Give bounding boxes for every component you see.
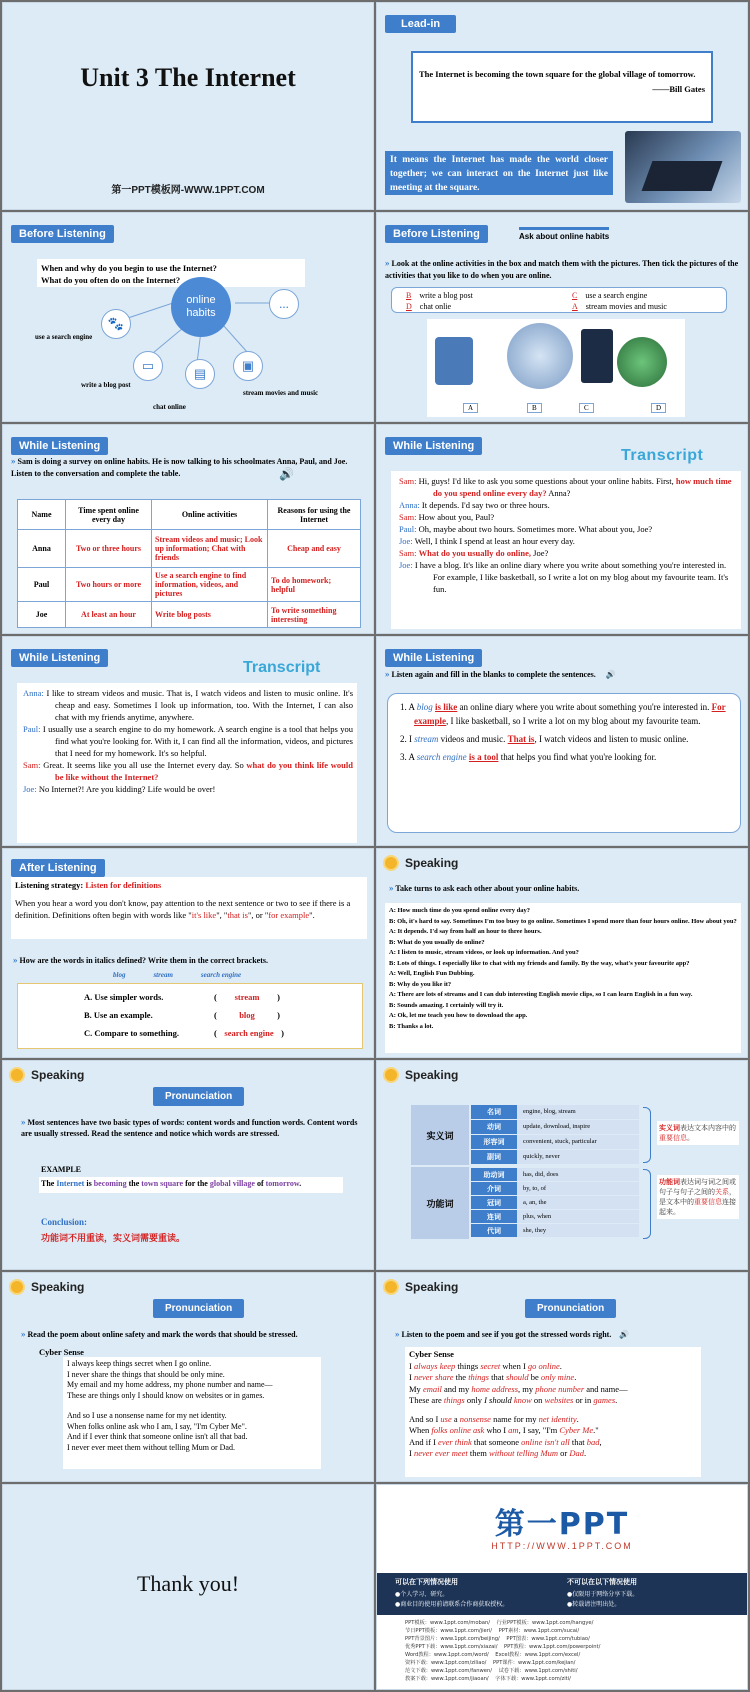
type-label: 副词 xyxy=(471,1150,517,1164)
table-cell: To do homework; helpful xyxy=(268,568,361,602)
slide-thank-you xyxy=(2,1484,374,1690)
label-stream: stream movies and music xyxy=(243,389,319,397)
section-tag: After Listening xyxy=(11,859,105,877)
speaking-header: Speaking xyxy=(383,1279,458,1295)
instruction: » Most sentences have two basic types of words: content words and function words. Content words are usually stressed. Read the sentence and notice which words are stressed. xyxy=(21,1117,358,1138)
poem-line: And so I use a nonsense name for my net identity. xyxy=(67,1411,227,1420)
instruction: » Read the poem about online safety and mark the words that should be stressed. xyxy=(21,1329,298,1339)
quote-text: The Internet is becoming the town square for the global village of tomorrow. xyxy=(419,69,696,79)
poem-line: My email and my home address, my phone number and name— xyxy=(409,1383,628,1394)
type-label: 连词 xyxy=(471,1210,517,1223)
instruction: » Sam is doing a survey on online habits. He is now talking to his schoolmates Anna, Paul, and Joe. Listen to the conversation and complete the table. xyxy=(11,456,348,478)
pictures-panel xyxy=(427,319,685,417)
survey-table xyxy=(17,499,361,628)
question-2: What do you often do on the Internet? xyxy=(41,275,181,285)
speaking-header: Speaking xyxy=(9,1067,84,1083)
pronunciation-tag: Pronunciation xyxy=(153,1299,244,1318)
speaking-header: Speaking xyxy=(9,1279,84,1295)
dialogue-line: A: Ok, let me teach you how to download the app. xyxy=(389,1012,528,1019)
picture-b: B xyxy=(527,403,542,413)
blanks-box: 1. A blog is like an online diary where you write about something you're interested in. For example, I like basketball, so I write a lot on my blog about my favourite team. 2. I stream videos and music. That is, I watch videos and listen to music online. 3. A search engine is a tool that helps you find what you're looking for. xyxy=(387,693,741,833)
dialogue-line: B: What do you usually do online? xyxy=(389,938,485,946)
poem-line: And if I ever think that someone online isn't all that bad. xyxy=(67,1432,248,1441)
section-tag: While Listening xyxy=(11,649,108,667)
dialogue-line: A: There are lots of streams and I can dub interesting English movie clips, so I can learn English in a fun way. xyxy=(389,991,693,998)
section-tag: Before Listening xyxy=(11,225,114,243)
section-tag: Before Listening xyxy=(385,225,488,243)
poem-line: I never share the things that should be only mine. xyxy=(409,1372,577,1382)
function-words-label: 功能词 xyxy=(411,1167,469,1239)
subtitle: 第一PPT模板网-WWW.1PPT.COM xyxy=(111,185,265,196)
picture-d: D xyxy=(651,403,666,413)
type-examples: convenient, stuck, particular xyxy=(517,1135,639,1149)
slide-word-types xyxy=(376,1060,748,1270)
slide-pronunciation-rule xyxy=(2,1060,374,1270)
poem-title: Cyber Sense xyxy=(409,1349,454,1359)
thank-you-text: Thank you! xyxy=(136,1571,240,1596)
volume-icon: 🔊 xyxy=(605,670,616,679)
pronunciation-tag: Pronunciation xyxy=(525,1299,616,1318)
speaking-header: Speaking xyxy=(383,1067,458,1083)
poem-box xyxy=(63,1357,321,1469)
section-tag: Lead-in xyxy=(385,15,456,33)
poem-line: When folks online ask who I am, I say, "I'm Cyber Me." xyxy=(409,1425,599,1435)
table-cell: Two or three hours xyxy=(66,530,152,568)
label-chat: chat online xyxy=(153,403,186,411)
slide-title xyxy=(2,2,374,210)
question-1: When and why do you begin to use the Internet? xyxy=(41,263,217,273)
instruction: » Listen to the poem and see if you got the stressed words right. 🔊 xyxy=(395,1329,630,1339)
dialogue-line: A: It depends. I'd say from half an hour to three hours. xyxy=(389,928,542,935)
slide-after-listening xyxy=(2,848,374,1058)
quote-box xyxy=(411,51,713,123)
table-cell: Use a search engine to find information, videos, and pictures xyxy=(152,568,268,602)
col-activities: Online activities xyxy=(152,500,268,530)
transcript-title: Transcript xyxy=(621,447,704,464)
picture-c: C xyxy=(579,403,594,413)
slide-before-listening-1 xyxy=(2,212,374,422)
slide-transcript-1 xyxy=(376,424,748,634)
volume-icon: 🔊 xyxy=(619,1330,630,1339)
speaking-icon xyxy=(383,855,399,871)
label-blog: write a blog post xyxy=(81,381,131,389)
type-label: 助动词 xyxy=(471,1168,517,1181)
paw-icon: 🐾 xyxy=(101,309,131,339)
table-cell: Two hours or more xyxy=(66,568,152,602)
type-label: 代词 xyxy=(471,1224,517,1237)
poem-title: Cyber Sense xyxy=(39,1347,84,1357)
table-cell: Cheap and easy xyxy=(268,530,361,568)
function-note: 功能词表达词与词之间或句子与句子之间的关系，是文本中的重要信息连接起来。 xyxy=(657,1175,739,1219)
table-cell: Anna xyxy=(18,530,66,568)
answers-box: A. Use simpler words. ( stream ) B. Use an example. ( blog ) C. Compare to something. ( search engine ) xyxy=(17,983,363,1049)
activity-label: Ask about online habits xyxy=(519,227,609,241)
section-tag: While Listening xyxy=(11,437,108,455)
mindmap-center: online habits xyxy=(171,277,231,337)
dialogue-line: B: Lots of things. I especially like to chat with my friends and family. By the way, what's your favourite app? xyxy=(389,959,690,967)
brace-function xyxy=(643,1169,651,1239)
type-examples: she, they xyxy=(517,1224,639,1237)
type-examples: update, download, inspire xyxy=(517,1120,639,1134)
dialogue-line: A: How much time do you spend online every day? xyxy=(389,907,531,914)
slide-speaking-dialogue xyxy=(376,848,748,1058)
question: » How are the words in italics defined? Write them in the correct brackets. xyxy=(13,955,268,965)
usage-band: 可以在下列情况使用 ●个人学习、研究。 ●商业目的使用前请联系合作商获取授权。 不可以在以下情况使用 ●仅限用于网络分享下载。 ●转载请注明出处。 xyxy=(377,1573,748,1615)
speaking-header: Speaking xyxy=(383,855,458,871)
poem-line: I never ever meet them without telling Mum or Dad. xyxy=(409,1448,587,1458)
section-tag: While Listening xyxy=(385,437,482,455)
volume-icon: 🔊 xyxy=(279,467,294,481)
meaning-box: It means the Internet has made the world closer together; we can interact on the Internet just like meeting at the square. xyxy=(385,151,613,195)
col-time: Time spent online every day xyxy=(66,500,152,530)
conclusion-label: Conclusion: xyxy=(41,1217,88,1227)
brand-url: HTTP://WWW.1PPT.COM xyxy=(491,1541,633,1551)
poem-line: I always keep things secret when I go online. xyxy=(67,1359,212,1368)
table-cell: To write something interesting xyxy=(268,602,361,628)
brand-logo: 第一PPT xyxy=(494,1507,630,1542)
speaking-icon xyxy=(9,1067,25,1083)
instruction: » Look at the online activities in the box and match them with the pictures. Then tick the pictures of the activities that you like to do when you are online. xyxy=(385,258,739,280)
dialogue-line: B: Thanks a lot. xyxy=(389,1022,434,1030)
presentation-icon: ▭ xyxy=(133,351,163,381)
page-title: Unit 3 The Internet xyxy=(80,63,296,92)
poem-line: And so I use a nonsense name for my net identity. xyxy=(409,1413,579,1424)
poem-line: And if I ever think that someone online isn't all that bad, xyxy=(409,1436,602,1447)
poem-box xyxy=(405,1347,701,1477)
poem-line: I never ever meet them without telling Mum or Dad. xyxy=(67,1442,235,1452)
poem-line: I never share the things that should be only mine. xyxy=(67,1369,225,1379)
conclusion-text: 功能词不用重读，实义词需要重读。 xyxy=(41,1234,186,1244)
instruction: » Take turns to ask each other about your online habits. xyxy=(389,883,580,893)
type-examples: has, did, does xyxy=(517,1168,639,1181)
speaking-icon xyxy=(383,1067,399,1083)
laptop-photo xyxy=(625,131,741,203)
type-examples: engine, blog, stream xyxy=(517,1105,639,1119)
type-label: 冠词 xyxy=(471,1196,517,1209)
dialogue-line: A: I listen to music, stream videos, or look up information. And you? xyxy=(389,949,579,956)
slide-transcript-2 xyxy=(2,636,374,846)
dialogue-line: A: Well, English Fun Dubbing. xyxy=(389,970,475,977)
word-type-rows xyxy=(471,1105,639,1237)
col-name: Name xyxy=(18,500,66,530)
example-sentence: The Internet is becoming the town square for the global village of tomorrow. xyxy=(39,1177,343,1193)
table-cell: Joe xyxy=(18,602,66,628)
type-label: 名词 xyxy=(471,1105,517,1119)
answer-box: B write a blog post D chat onlie C use a search engine A stream movies and music xyxy=(391,287,727,313)
quote-author: ——Bill Gates xyxy=(652,84,705,94)
type-label: 介词 xyxy=(471,1182,517,1195)
instruction: » Listen again and fill in the blanks to complete the sentences. 🔊 xyxy=(385,669,616,679)
strategy-box: Listening strategy: Listen for definitions When you hear a word you don't know, pay attention to the next sentence or two to see if there is a definition. Definitions often begin with words like "it's like", "that is", or "for example". xyxy=(11,877,367,939)
slide-before-listening-2 xyxy=(376,212,748,422)
dialogue-line: B: Oh, it's hard to say. Sometimes I'm too busy to go online. Sometimes I spend more than four hours online. How about you? xyxy=(389,917,737,925)
slide-while-listening-table xyxy=(2,424,374,634)
section-tag: While Listening xyxy=(385,649,482,667)
transcript-box: Sam: Hi, guys! I'd like to ask you some questions about your online habits. First, how much time do you spend online every day? Anna? Anna: It depends. I'd say two or three hours. Sam: How about you, Paul? Paul: Oh, maybe about two hours. Sometimes more. What about you, Joe? Joe: Well, I think I spend at least an hour every day. Sam: What do you usually do online, Joe? Joe: I have a blog. It's like an online diary where you write about something you're interested in. For example, I like basketball, so I write a lot on my blog about my favourite team. It's fun. xyxy=(391,471,741,629)
slide-lead-in xyxy=(376,2,748,210)
type-examples: plus, when xyxy=(517,1210,639,1223)
monitor-icon: ▣ xyxy=(233,351,263,381)
brace-content xyxy=(643,1107,651,1163)
dialogue-box xyxy=(385,903,741,1053)
table-cell: Paul xyxy=(18,568,66,602)
poem-line: My email and my home address, my phone number and name— xyxy=(67,1380,273,1389)
slide-fill-blanks xyxy=(376,636,748,846)
slide-brand xyxy=(376,1484,748,1690)
slide-poem-mark xyxy=(2,1272,374,1482)
table-cell: At least an hour xyxy=(66,602,152,628)
content-words-label: 实义词 xyxy=(411,1105,469,1165)
speaking-icon xyxy=(9,1279,25,1295)
pronunciation-tag: Pronunciation xyxy=(153,1087,244,1106)
example-label: EXAMPLE xyxy=(41,1165,81,1174)
keywords: blog stream search engine xyxy=(113,971,242,979)
links-list: PPT模板：www.1ppt.com/moban/ 行业PPT模板：www.1ppt.com/hangye/ 节日PPT模板：www.1ppt.com/jieri/ PPT素材：www.1ppt.com/sucai/ PPT背景图片：www.1ppt.com/beijing/ PPT图表：www.1ppt.com/tubiao/ 优秀PPT下载：www.1ppt.com/xiazai/ PPT教程：www.1ppt.com/powerpoint/ Word教程：www.1ppt.com/word/ Excel教程：www.1ppt.com/excel/ 资料下载：www.1ppt.com/ziliao/ PPT课件：www.1ppt.com/kejian/ 范文下载：www.1ppt.com/fanwen/ 试卷下载：www.1ppt.com/shiti/ 教案下载：www.1ppt.com/jiaoan/ 字体下载：www.1ppt.com/ziti/ xyxy=(405,1620,601,1682)
col-reasons: Reasons for using the Internet xyxy=(268,500,361,530)
chat-icon: ▤ xyxy=(185,359,215,389)
table-cell: Stream videos and music; Look up information; Chat with friends xyxy=(152,530,268,568)
more-icon: ... xyxy=(269,289,299,319)
dialogue-line: B: Why do you like it? xyxy=(389,980,452,988)
content-note: 实义词表达文本内容中的重要信息。 xyxy=(657,1121,739,1145)
label-search-engine: use a search engine xyxy=(35,333,93,341)
poem-line: I always keep things secret when I go online. xyxy=(409,1360,562,1371)
type-label: 动词 xyxy=(471,1120,517,1134)
type-examples: a, an, the xyxy=(517,1196,639,1209)
type-label: 形容词 xyxy=(471,1135,517,1149)
slide-poem-check xyxy=(376,1272,748,1482)
poem-line: When folks online ask who I am, I say, "I'm Cyber Me". xyxy=(67,1421,247,1431)
poem-line: These are things only I should know on websites or in games. xyxy=(409,1395,618,1405)
type-examples: by, to, of xyxy=(517,1182,639,1195)
table-cell: Write blog posts xyxy=(152,602,268,628)
transcript-title: Transcript xyxy=(243,659,321,676)
transcript-box: Anna: I like to stream videos and music. That is, I watch videos and listen to music online. It's cheap and easy. Sometimes I look up information, too. With the Internet, I can also chat with my friends anytime, anywhere. Paul: I usually use a search engine to do my homework. A search engine is a tool that helps you find what you're looking for. With it, I can find all the information, videos, and pictures that I need for my homework. It's so helpful. Sam: Great. It seems like you all use the Internet every day. So what do you think life would be like without the Internet? Joe: No Internet?! Are you kidding? Life would be over! xyxy=(17,683,357,843)
type-examples: quickly, never xyxy=(517,1150,639,1164)
picture-a: A xyxy=(463,403,478,413)
dialogue-line: B: Sounds amazing. I certainly will try it. xyxy=(389,1001,504,1009)
speaking-icon xyxy=(383,1279,399,1295)
poem-line: These are things only I should know on websites or in games. xyxy=(67,1390,265,1400)
